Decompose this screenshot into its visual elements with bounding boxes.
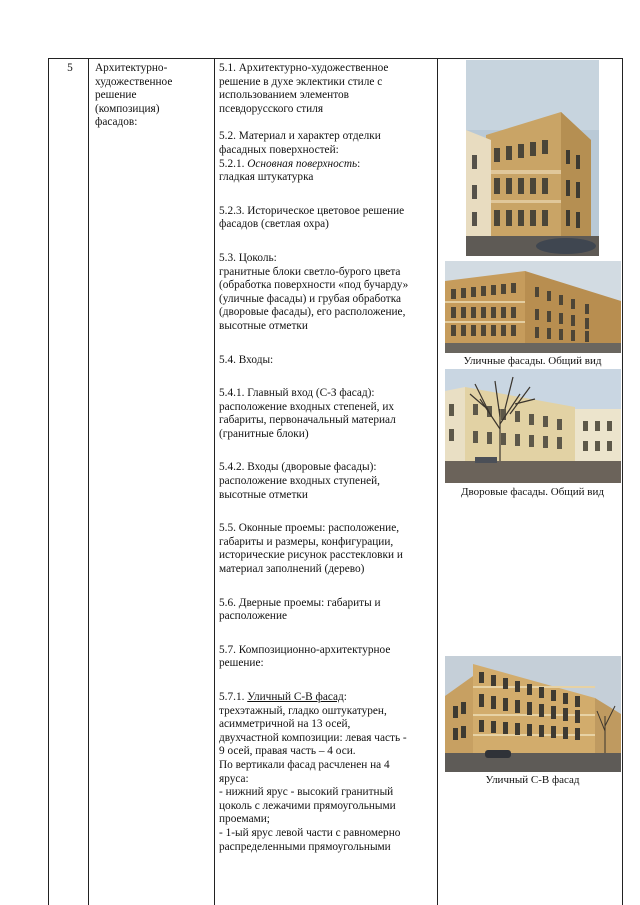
text-line: распределенными прямоугольными [219,840,391,853]
caption-street-nw-facade: Уличный С-В фасад [485,774,580,786]
text-line: высотные отметки [219,319,308,332]
paragraph-5-4 [219,354,433,368]
text-line: (обработка поверхности «под бучарду» [219,279,409,292]
text-line: расположение входных степеней, их [219,400,395,413]
text-line: 5.6. Дверные проемы: габариты и [219,596,381,609]
paragraph-5-3 [219,252,433,334]
title-line: художественное [95,75,173,88]
photo-courtyard-facades [445,369,621,483]
text-line: трехэтажный, гладко оштукатурен, [219,704,387,717]
text-line: (дворовые фасады), его расположение, [219,306,406,319]
table-col-divider-2 [214,58,215,905]
photo-street-facades [445,261,621,353]
text-line: двухчастной композиции: левая часть - [219,731,407,744]
underlined-term: Уличный С-В фасад [247,691,344,703]
text-line: использованием элементов [219,89,349,102]
text-line: решение в духе эклектики стиле с [219,75,383,88]
text-line: 5.2.1. [219,157,248,170]
paragraph-5-2-3 [219,205,433,232]
title-line: Архитектурно- [95,62,168,74]
text-line: решение: [219,657,264,670]
row-number: 5 [67,62,73,74]
text-line: 5.3. Цоколь: [219,251,277,264]
text-line: габариты и размеры, конфигурации, [219,535,394,548]
text-line: асимметричной на 13 осей, [219,718,351,731]
caption-street-facades: Уличные фасады. Общий вид [463,355,602,367]
text-line: - нижний ярус - высокий гранитный [219,786,394,799]
text-line: габариты, первоначальный материал [219,414,396,427]
text-line: 5.2. Материал и характер отделки [219,130,381,143]
paragraph-5-7 [219,644,433,671]
text-line: 5.4. Входы: [219,353,274,366]
title-line: фасадов: [95,116,138,129]
section-title [95,62,207,130]
text-line: фасадных поверхностей: [219,143,339,156]
text-line: - 1-ый ярус левой части с равномерно [219,826,401,839]
text-line: 9 осей, правая часть – 4 оси. [219,745,356,758]
table-col-divider-1 [88,58,89,905]
title-line: решение [95,89,137,102]
paragraph-5-6 [219,597,433,624]
text-line: яруса: [219,772,249,785]
text-line: цоколь с лежачими прямоугольными [219,799,396,812]
paragraph-5-4-2 [219,461,433,502]
text-line: фасадов (светлая охра) [219,218,329,231]
text-line: 5.1. Архитектурно-художественное [219,62,389,74]
text-line: По вертикали фасад расчленен на 4 [219,758,390,771]
text-line: (уличные фасады) и грубая обработка [219,292,402,305]
text-line: высотные отметки [219,488,308,501]
text-line: исторические рисунок расстекловки и [219,549,403,562]
text-line: 5.5. Оконные проемы: расположение, [219,522,400,535]
text-line: расположение входных ступеней, [219,475,380,488]
paragraph-5-1 [219,62,433,116]
text-line: (гранитные блоки) [219,427,309,440]
text-line: : [357,157,361,170]
text-line: гладкая штукатурка [219,171,314,184]
photo-street-nw-facade [445,656,621,772]
text-line: 5.4.1. Главный вход (С-З фасад): [219,387,375,400]
text-line: материал заполнений (дерево) [219,563,365,576]
text-line: проемами; [219,813,270,826]
text-line: : [343,691,347,703]
paragraph-5-4-1 [219,387,433,441]
table-left-border [48,58,49,905]
text-line: 5.7. Композиционно-архитектурное [219,643,391,656]
section-content [219,62,433,868]
text-line: 5.7.1. [219,691,248,703]
photo-corner-view [466,60,599,256]
table-col-divider-3 [437,58,438,905]
text-line: расположение [219,610,288,623]
table-top-border [48,58,623,59]
paragraph-5-5 [219,522,433,576]
paragraph-5-7-1 [219,691,433,854]
title-line: (композиция) [95,102,160,115]
text-line: псевдорусского стиля [219,102,324,115]
text-line: 5.4.2. Входы (дворовые фасады): [219,461,377,474]
text-line: 5.2.3. Историческое цветовое решение [219,204,405,217]
text-line: гранитные блоки светло-бурого цвета [219,265,401,278]
italic-term: Основная поверхность [247,157,358,170]
paragraph-5-2 [219,130,433,184]
caption-courtyard-facades: Дворовые фасады. Общий вид [461,486,604,498]
